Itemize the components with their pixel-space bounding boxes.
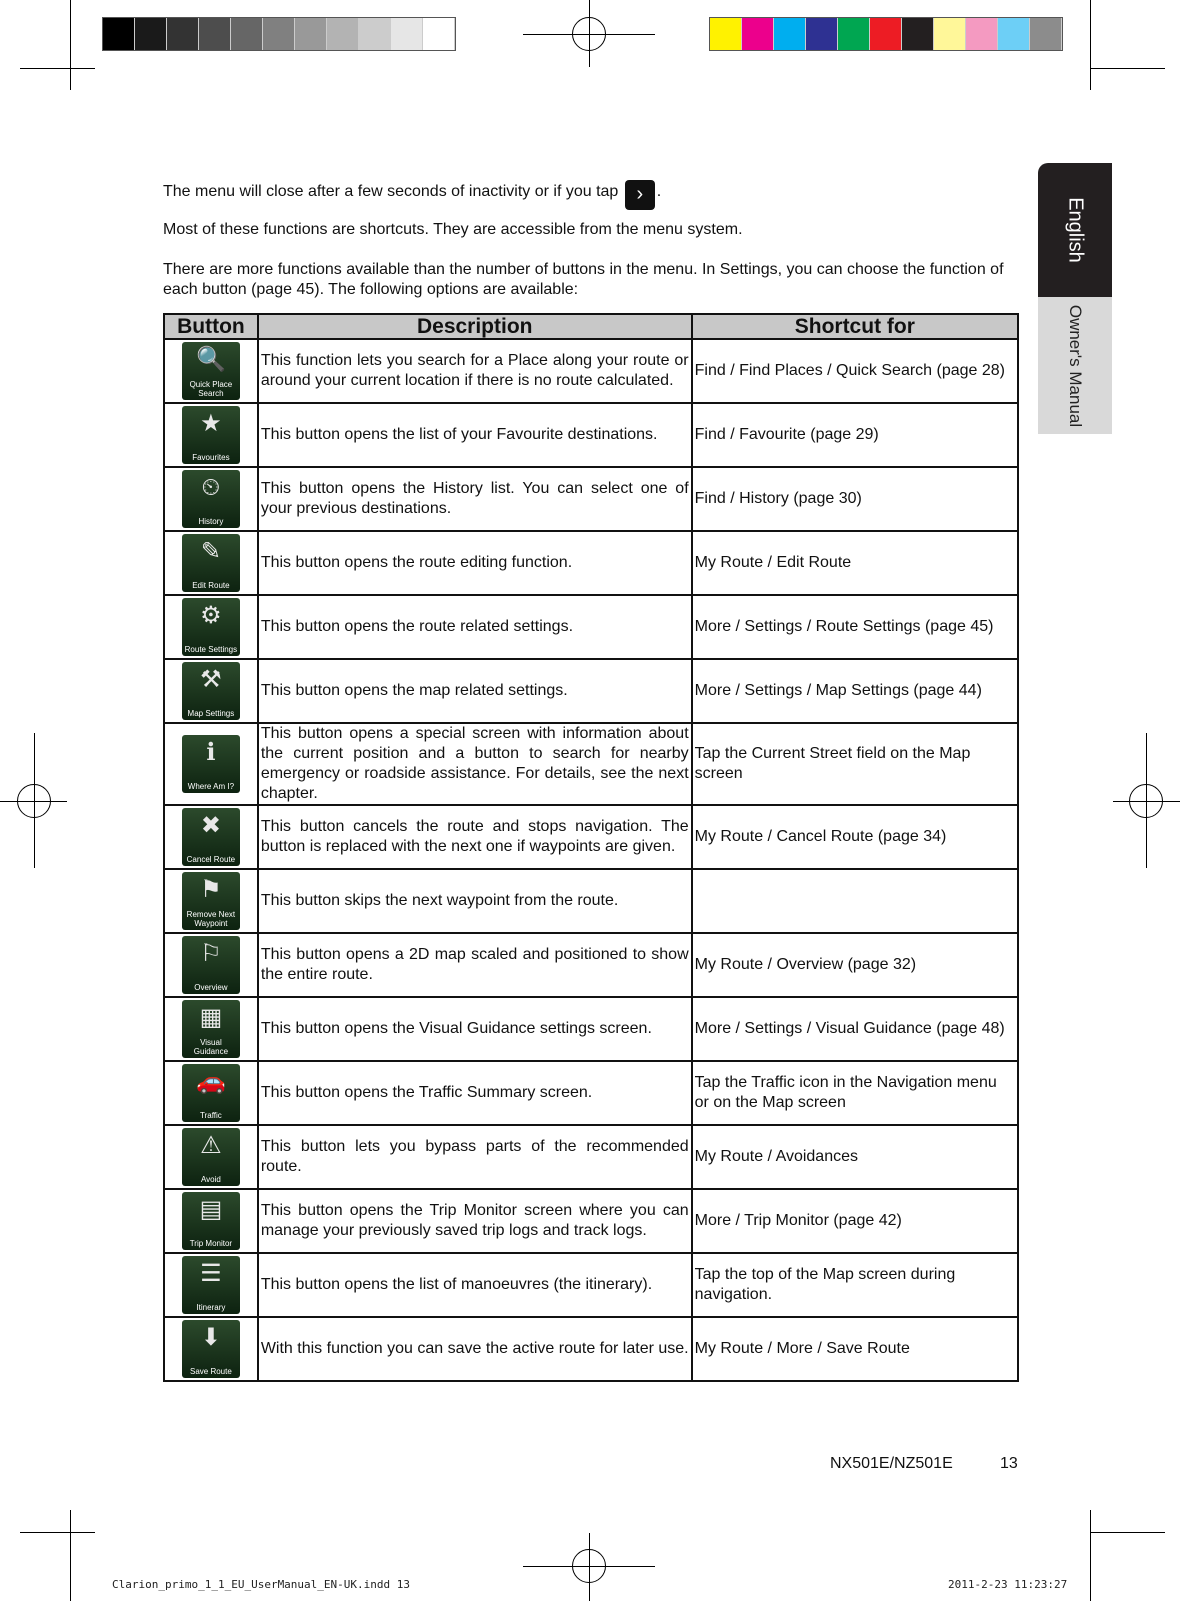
button-cell [164, 467, 258, 531]
header-shortcut: Shortcut for [692, 314, 1018, 339]
description-cell: This button opens the Traffic Summary screen. [258, 1061, 692, 1125]
tab-owners-manual [1038, 297, 1112, 434]
map-settings-icon [182, 662, 240, 720]
shortcut-cell: Find / Favourite (page 29) [692, 403, 1018, 467]
table-row [164, 1189, 1018, 1253]
crop-mark [1090, 1532, 1165, 1533]
tab-english [1038, 163, 1112, 297]
table-row [164, 1061, 1018, 1125]
color-swatch-1 [742, 18, 774, 50]
header-description: Description [258, 314, 692, 339]
icon-caption: Map Settings [187, 709, 235, 718]
description-cell: This button opens a special screen with information about the current position and a button to search for nearby emergency or roadside assistance. For details, see the next chapter. [258, 723, 692, 805]
crop-mark [70, 0, 71, 90]
description-cell: This button opens a 2D map scaled and positioned to show the entire route. [258, 933, 692, 997]
icon-glyph: ✎ [200, 538, 221, 565]
itinerary-icon [182, 1256, 240, 1314]
crop-mark [20, 68, 95, 69]
visual-guidance-icon [182, 1000, 240, 1058]
description-cell: This button opens the Trip Monitor screen where you can manage your previously saved trip logs and track logs. [258, 1189, 692, 1253]
remove-next-waypoint-icon [182, 872, 240, 930]
icon-glyph: 🚗 [195, 1068, 226, 1095]
table-row [164, 869, 1018, 933]
gray-swatch-0 [103, 18, 135, 50]
slug-datetime: 2011-2-23 11:23:27 [948, 1578, 1068, 1591]
table-row [164, 933, 1018, 997]
button-cell [164, 1125, 258, 1189]
description-cell: This button opens the History list. You can select one of your previous destinations. [258, 467, 692, 531]
shortcut-cell: More / Settings / Map Settings (page 44) [692, 659, 1018, 723]
icon-caption: Visual Guidance [193, 1038, 229, 1056]
gray-swatch-10 [423, 18, 455, 50]
icon-glyph: 🔍 [195, 346, 226, 373]
button-cell [164, 595, 258, 659]
shortcut-cell: My Route / More / Save Route [692, 1317, 1018, 1381]
header-button: Button [164, 314, 258, 339]
button-cell [164, 531, 258, 595]
shortcut-cell [692, 869, 1018, 933]
shortcut-cell: My Route / Avoidances [692, 1125, 1018, 1189]
description-cell: This button opens the route related settings. [258, 595, 692, 659]
intro-paragraph-1 [163, 180, 1025, 210]
intro-text-before-icon: The menu will close after a few seconds of inactivity or if you tap [163, 183, 619, 200]
footer-model: NX501E/NZ501E [830, 1455, 953, 1472]
color-swatch-6 [902, 18, 934, 50]
description-cell: This function lets you search for a Place along your route or around your current location if there is no route calculated. [258, 339, 692, 403]
crop-mark [1090, 0, 1091, 90]
icon-caption: Where Am I? [187, 782, 235, 791]
icon-caption: Cancel Route [186, 855, 236, 864]
button-cell [164, 997, 258, 1061]
shortcut-cell: Tap the Current Street field on the Map screen [692, 723, 1018, 805]
icon-glyph: ✖ [200, 812, 221, 839]
cancel-route-icon [182, 808, 240, 866]
page-number: 13 [1000, 1455, 1018, 1472]
icon-caption: Save Route [190, 1367, 232, 1376]
tab-english-label: English [1064, 197, 1087, 263]
icon-glyph: ⚒ [200, 666, 222, 693]
description-cell: This button opens the list of manoeuvres (the itinerary). [258, 1253, 692, 1317]
shortcut-cell: My Route / Cancel Route (page 34) [692, 805, 1018, 869]
table-row [164, 997, 1018, 1061]
registration-line [589, 1533, 590, 1601]
table-row [164, 403, 1018, 467]
gray-swatch-7 [327, 18, 359, 50]
color-swatch-2 [774, 18, 806, 50]
color-swatch-0 [710, 18, 742, 50]
color-swatch-4 [838, 18, 870, 50]
avoid-icon [182, 1128, 240, 1186]
icon-glyph: ⚙ [200, 602, 222, 629]
shortcut-cell: More / Trip Monitor (page 42) [692, 1189, 1018, 1253]
table-row [164, 531, 1018, 595]
icon-glyph: ▤ [199, 1196, 223, 1223]
icon-glyph: ℹ [206, 739, 216, 766]
quick-place-search-icon [182, 342, 240, 400]
button-cell [164, 933, 258, 997]
shortcut-cell: More / Settings / Route Settings (page 45) [692, 595, 1018, 659]
button-cell [164, 339, 258, 403]
gray-swatch-4 [231, 18, 263, 50]
color-swatch-7 [934, 18, 966, 50]
table-row [164, 1253, 1018, 1317]
trip-monitor-icon [182, 1192, 240, 1250]
button-cell [164, 403, 258, 467]
icon-caption: Route Settings [184, 645, 238, 654]
icon-caption: Quick Place Search [189, 380, 233, 398]
route-settings-icon [182, 598, 240, 656]
overview-icon [182, 936, 240, 994]
icon-caption: History [198, 517, 224, 526]
icon-glyph: ⏲ [201, 474, 221, 501]
icon-glyph: ☰ [200, 1260, 222, 1287]
intro-text-after-icon: . [656, 183, 662, 200]
process-color-bar [709, 17, 1063, 51]
button-cell [164, 1061, 258, 1125]
description-cell: This button opens the route editing function. [258, 531, 692, 595]
tab-owners-manual-label: Owner's Manual [1066, 304, 1085, 427]
table-row [164, 805, 1018, 869]
shortcut-cell: Tap the Traffic icon in the Navigation menu or on the Map screen [692, 1061, 1018, 1125]
history-icon [182, 470, 240, 528]
description-cell: This button lets you bypass parts of the recommended route. [258, 1125, 692, 1189]
table-row [164, 595, 1018, 659]
icon-caption: Itinerary [196, 1303, 226, 1312]
table-row [164, 1317, 1018, 1381]
grayscale-color-bar [102, 17, 456, 51]
icon-glyph: ★ [200, 410, 222, 437]
color-swatch-9 [998, 18, 1030, 50]
crop-mark [1090, 68, 1165, 69]
icon-caption: Remove Next Waypoint [186, 910, 236, 928]
button-cell [164, 869, 258, 933]
button-cell [164, 1189, 258, 1253]
description-cell: This button cancels the route and stops navigation. The button is replaced with the next one if waypoints are given. [258, 805, 692, 869]
icon-caption: Avoid [200, 1175, 221, 1184]
chevron-right-icon: › [625, 180, 655, 210]
traffic-icon [182, 1064, 240, 1122]
table-row [164, 467, 1018, 531]
button-function-table [163, 313, 1019, 1382]
icon-glyph: ⬇ [200, 1324, 221, 1351]
intro-paragraph-3: There are more functions available than the number of buttons in the menu. In Settings, you can choose the function of each button (page 45). The following options are available: [163, 261, 1004, 298]
edit-route-icon [182, 534, 240, 592]
description-cell: This button opens the map related settings. [258, 659, 692, 723]
crop-mark [1090, 1510, 1091, 1601]
gray-swatch-6 [295, 18, 327, 50]
color-swatch-8 [966, 18, 998, 50]
gray-swatch-9 [391, 18, 423, 50]
table-row [164, 1125, 1018, 1189]
color-swatch-3 [806, 18, 838, 50]
button-cell [164, 659, 258, 723]
table-row [164, 339, 1018, 403]
where-am-i-icon [182, 735, 240, 793]
registration-line [34, 733, 35, 868]
crop-mark [20, 1532, 95, 1533]
shortcut-cell: Find / Find Places / Quick Search (page 28) [692, 339, 1018, 403]
icon-caption: Trip Monitor [189, 1239, 233, 1248]
gray-swatch-5 [263, 18, 295, 50]
color-swatch-10 [1030, 18, 1062, 50]
shortcut-cell: My Route / Edit Route [692, 531, 1018, 595]
table-header-row [164, 314, 1018, 339]
gray-swatch-1 [135, 18, 167, 50]
gray-swatch-8 [359, 18, 391, 50]
gray-swatch-2 [167, 18, 199, 50]
table-row [164, 659, 1018, 723]
button-cell [164, 1317, 258, 1381]
icon-glyph: ⚠ [200, 1132, 222, 1159]
icon-caption: Edit Route [192, 581, 230, 590]
shortcut-cell: My Route / Overview (page 32) [692, 933, 1018, 997]
gray-swatch-3 [199, 18, 231, 50]
color-swatch-5 [870, 18, 902, 50]
button-cell [164, 723, 258, 805]
table-row [164, 723, 1018, 805]
description-cell: This button opens the Visual Guidance settings screen. [258, 997, 692, 1061]
intro-paragraph-2: Most of these functions are shortcuts. They are accessible from the menu system. [163, 221, 743, 238]
button-cell [164, 805, 258, 869]
shortcut-cell: Find / History (page 30) [692, 467, 1018, 531]
registration-line [589, 0, 590, 67]
shortcut-cell: More / Settings / Visual Guidance (page 48) [692, 997, 1018, 1061]
icon-caption: Overview [194, 983, 228, 992]
favourites-icon [182, 406, 240, 464]
description-cell: This button opens the list of your Favourite destinations. [258, 403, 692, 467]
icon-glyph: ▦ [199, 1004, 223, 1031]
button-cell [164, 1253, 258, 1317]
icon-glyph: ⚐ [200, 940, 222, 967]
slug-filename: Clarion_primo_1_1_EU_UserManual_EN-UK.indd 13 [112, 1578, 411, 1591]
description-cell: With this function you can save the active route for later use. [258, 1317, 692, 1381]
registration-line [1146, 733, 1147, 868]
shortcut-cell: Tap the top of the Map screen during navigation. [692, 1253, 1018, 1317]
save-route-icon [182, 1320, 240, 1378]
icon-glyph: ⚑ [200, 876, 222, 903]
description-cell: This button skips the next waypoint from the route. [258, 869, 692, 933]
icon-caption: Traffic [200, 1111, 222, 1120]
crop-mark [70, 1510, 71, 1601]
icon-caption: Favourites [192, 453, 230, 462]
